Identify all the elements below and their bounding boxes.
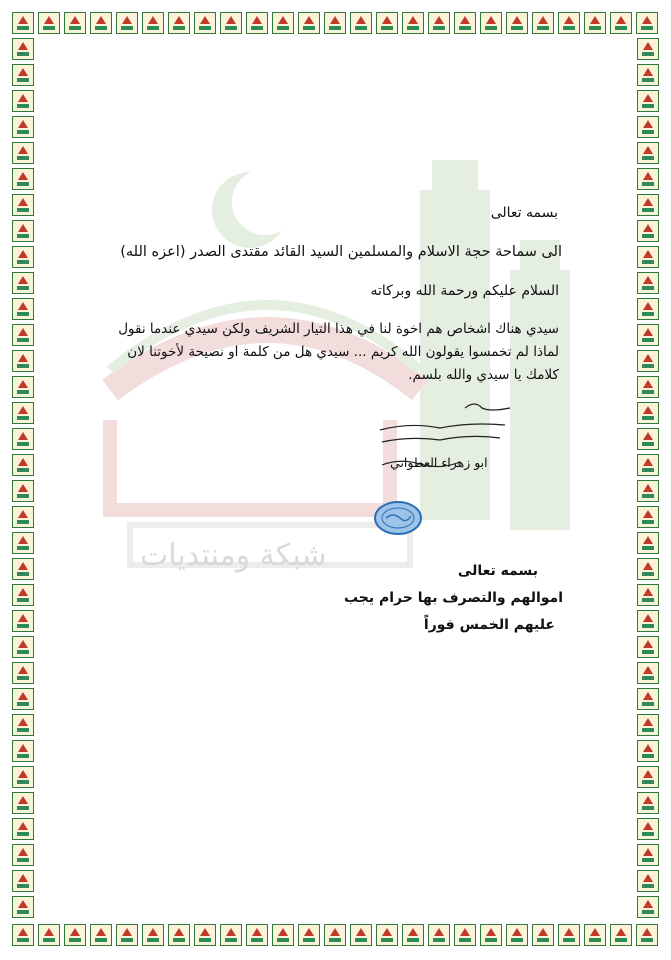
reply-heading: بسمه تعالى [457,563,538,579]
reply-line: عليهم الخمس فوراً [423,617,555,633]
addressee-line: الى سماحة حجة الاسلام والمسلمين السيد القائد مقتدى الصدر (اعزه الله) [120,244,562,260]
official-seal [373,500,423,536]
greeting-line: السلام عليكم ورحمة الله وبركاته [370,283,559,299]
reply-line: اموالهم والتصرف بها حرام يجب [343,590,563,606]
body-line: لماذا لم تخمسوا يقولون الله كريم ... سيدي هل من كلمة او نصيحة لأخوتنا لان [127,344,559,360]
letter-body [99,318,559,387]
handwritten-reply [370,400,520,485]
letter-heading: بسمه تعالى [490,205,558,221]
watermark-caption: شبكة ومنتديات [140,538,327,573]
body-line: كلامك يا سيدي والله بلسم. [408,367,559,383]
body-line: سيدي هناك اشخاص هم اخوة لنا في هذا التيار الشريف ولكن سيدي عندما نقول [118,321,559,337]
sender-signature: ابو زهراء العطواني [390,455,488,470]
